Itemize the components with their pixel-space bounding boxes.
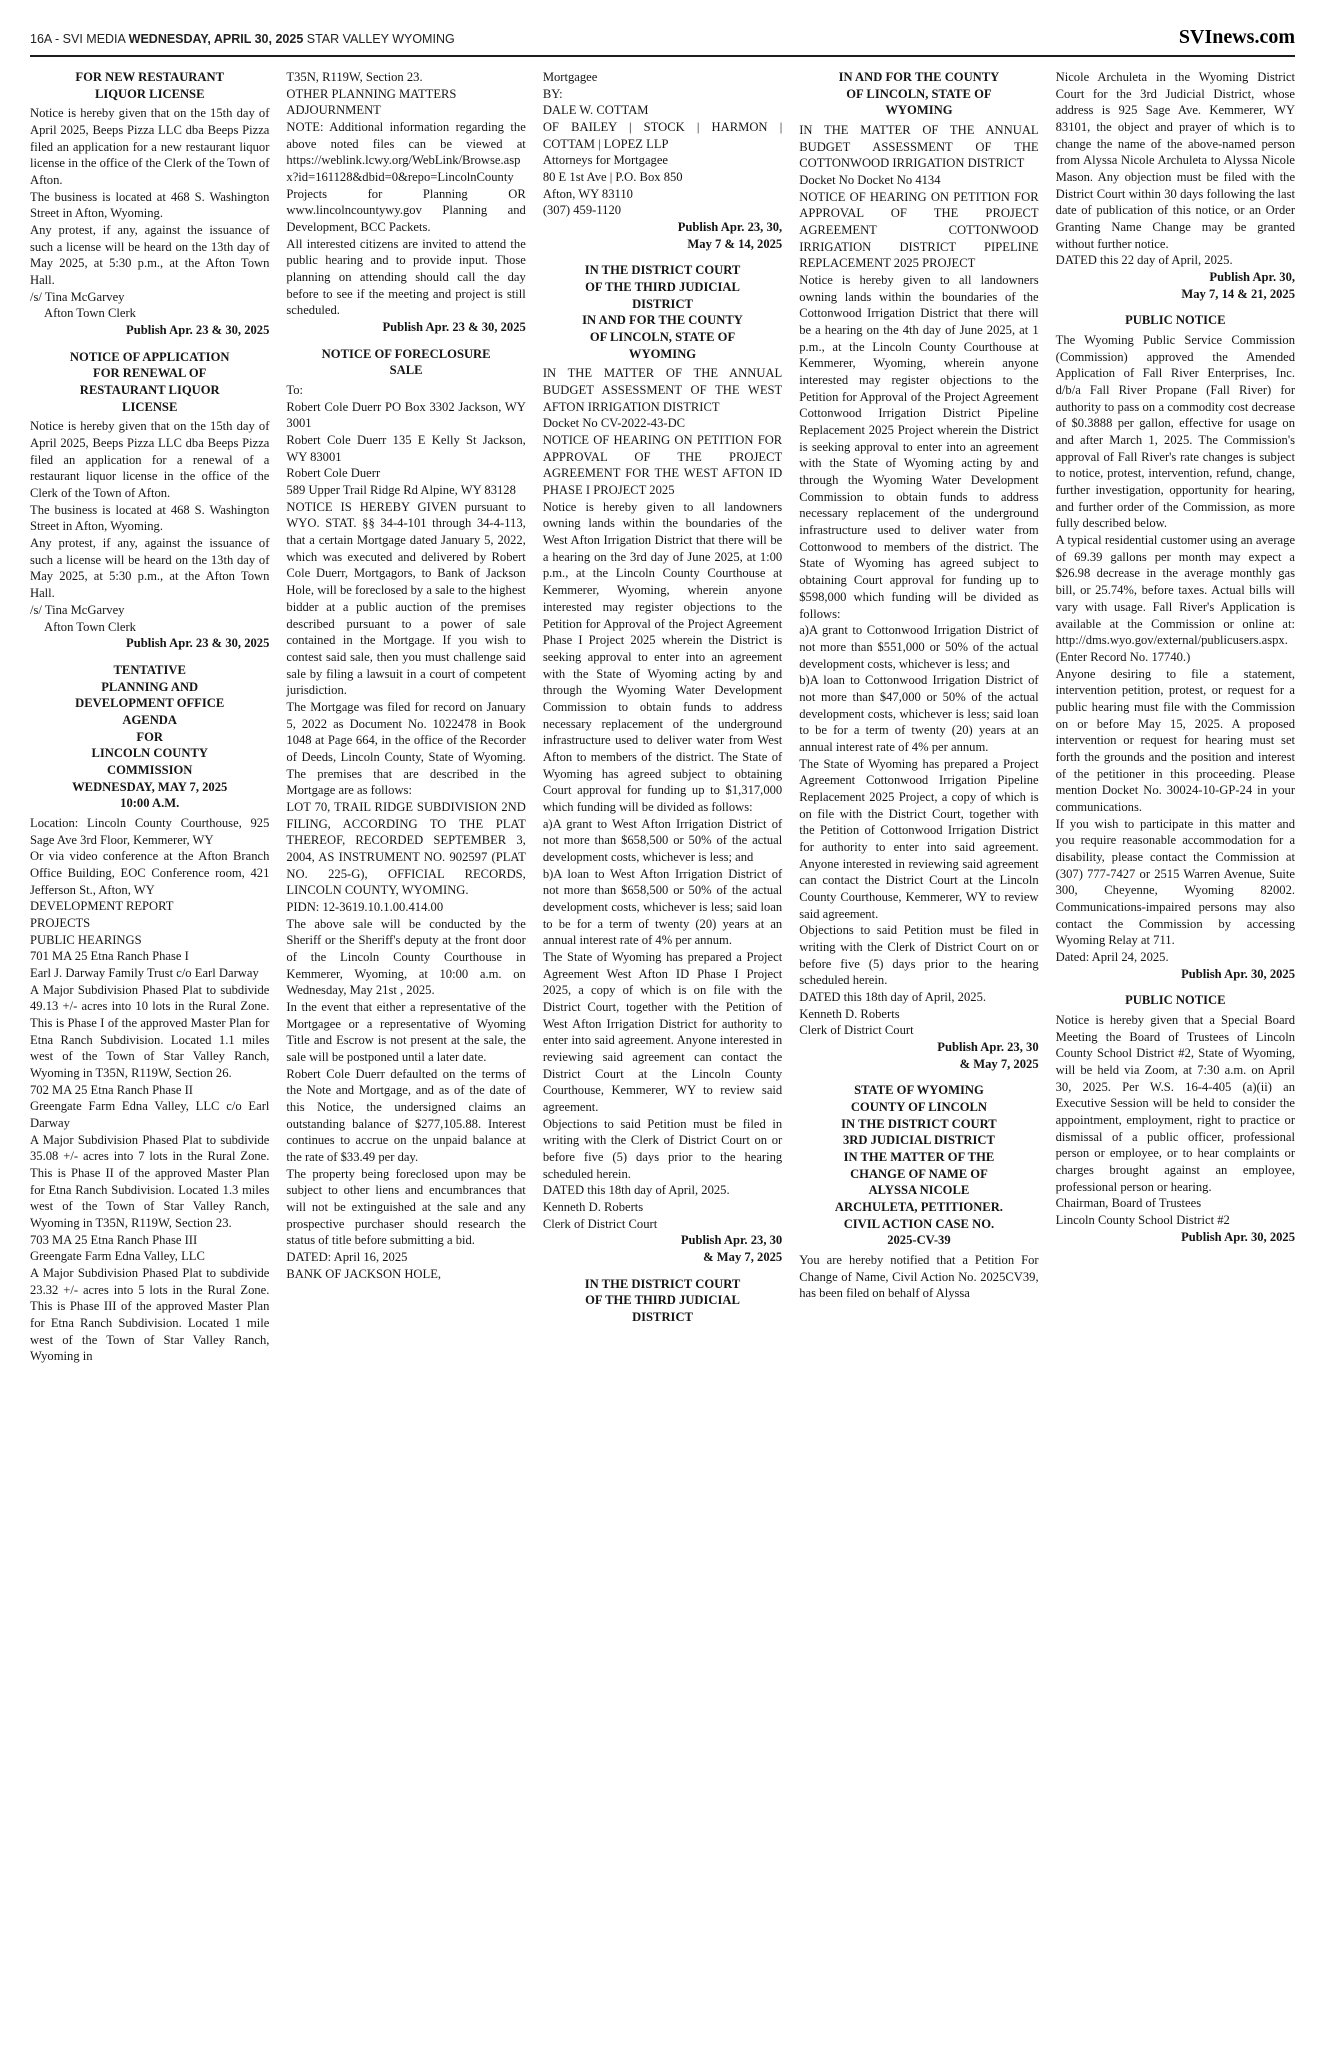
notice-text <box>543 186 782 203</box>
notice-text <box>30 1082 269 1099</box>
notice-text <box>543 119 782 152</box>
notice-text <box>30 305 269 322</box>
notice-column-3 <box>543 69 782 1329</box>
notice-text <box>799 1006 1038 1023</box>
publish-line <box>543 219 782 252</box>
notice-text <box>1056 1012 1295 1195</box>
legal-notices-columns <box>30 69 1295 1365</box>
notice-text <box>799 1022 1038 1039</box>
notice-text <box>286 1266 525 1283</box>
text-line: WYOMING <box>885 103 953 118</box>
notice-text <box>30 1132 269 1232</box>
text-line: ARCHULETA, PETITIONER. <box>834 1200 1003 1215</box>
text-line: Objections to said Petition must be filed in writing with the Clerk of District Court on or before five (5) days prior to the hearing scheduled herein. <box>542 1116 783 1181</box>
text-line: Robert Cole Duerr defaulted on the terms of the Note and Mortgage, and as of the date of this Notice, the undersigned claims an outstanding balance of $277,105.88. Interest continues to accrue on the unpaid balance at the rate of $33.49 per day. <box>286 1066 526 1164</box>
text-line: Anyone desiring to file a statement, intervention petition, protest, or request for a public hearing must file with the Commission on or before May 15, 2025. A proposed intervention or request for hearing must set forth the grounds and the position and interest of the petitioner in this proceeding. Please mention Docket No. 30024-10-GP-24 in your communications. <box>1055 666 1296 814</box>
notice-text <box>1056 816 1295 949</box>
text-line: LINCOLN COUNTY <box>91 746 208 761</box>
text-line: Clerk of District Court <box>542 1216 658 1231</box>
text-line: Attorneys for Mortgagee <box>542 153 669 168</box>
text-line: OF THE THIRD JUDICIAL <box>585 1293 740 1308</box>
publish-line <box>1056 966 1295 983</box>
notice-text <box>286 482 525 499</box>
notice-text <box>543 365 782 415</box>
notice-text <box>286 119 525 236</box>
notice-text <box>543 499 782 816</box>
text-line: (307) 459-1120 <box>542 203 622 218</box>
text-line: PUBLIC NOTICE <box>1125 993 1226 1008</box>
text-line: 2025-CV-39 <box>887 1233 951 1248</box>
notice-text <box>799 189 1038 272</box>
text-line: DALE W. COTTAM <box>542 103 649 118</box>
text-line: DEVELOPMENT OFFICE <box>75 696 225 711</box>
page-header <box>30 26 1295 57</box>
text-line: TENTATIVE <box>113 662 186 677</box>
text-line: Notice is hereby given to all landowners owning lands within the boundaries of the West Afton Irrigation District that there will be a hearing on the 3rd day of June 2025, at 1:00 p.m., at the Lincoln County Courthouse at Kemmerer, Wyoming, wherein anyone interested may register objections to the Petition for Approval of the Project Agreement Phase I Project 2025 wherein the District is seeking approval to enter into an agreement with the State of Wyoming acting by and through the Wyoming Water Development Commission to obtain funds to address necessary replacement of the underground infrastructure used to deliver water from West Afton to members of the district. The State of Wyoming has agreed subject to obtaining Court approval for funding up to $1,317,000 which funding will be divided as follows: <box>542 499 783 814</box>
notice-text <box>30 1232 269 1249</box>
text-line: IN THE MATTER OF THE <box>843 1150 995 1164</box>
text-line: 10:00 A.M. <box>120 796 180 811</box>
text-line: PUBLIC NOTICE <box>1125 313 1226 328</box>
text-line: ADJOURNMENT <box>286 103 381 118</box>
text-line: T35N, R119W, Section 23. <box>286 70 423 84</box>
notice-text <box>799 989 1038 1006</box>
notice-text <box>286 1066 525 1166</box>
notice-text <box>286 499 525 699</box>
text-line: The Wyoming Public Service Commission (Commission) approved the Amended Application of Fall River Enterprises, Inc. d/b/a Fall River Propane (Fall River) for authority to pass on a commodity cost decrease of $0.3888 per gallon, effective for usage on and after March 1, 2025. The Commission's approval of Fall River's rate changes is subject to notice, protest, intervention, refund, change, further investigation, opportunity for hearing, and further order of the Commission, as more fully described below. <box>1055 333 1296 531</box>
notice-text <box>286 999 525 1066</box>
notice-text <box>286 1249 525 1266</box>
text-line: The Mortgage was filed for record on January 5, 2022 as Document No. 1022478 in Book 1048 at Page 664, in the office of the Recorder of Deeds, Lincoln County, State of Wyoming. The premises that are described in the Mortgage are as follows: <box>286 699 526 798</box>
text-line: IN THE DISTRICT COURT <box>841 1116 997 1131</box>
notice-text <box>543 415 782 432</box>
publish-line <box>799 1039 1038 1072</box>
notice-text <box>1056 949 1295 966</box>
text-line: CIVIL ACTION CASE NO. <box>843 1216 995 1231</box>
notice-text <box>799 172 1038 189</box>
publish-line <box>1056 1229 1295 1246</box>
text-line: If you wish to participate in this matter and you require reasonable accommodation for a disability, please contact the Commission at (307) 777-7427 or 2515 Warren Avenue, Suite 300, Cheyenne, Wyoming 82002. Communications-impaired persons may also contact the Commission by accessing Wyoming Relay at 711. <box>1055 816 1296 948</box>
text-line: b)A loan to Cottonwood Irrigation District of not more than $47,000 or 50% of the actual development costs, whichever is less; said loan to be for a term of twenty (20) years at an annual interest rate of 4% per annum. <box>799 673 1039 754</box>
text-line: LOT 70, TRAIL RIDGE SUBDIVISION 2ND FILING, ACCORDING TO THE PLAT THEREOF, RECORDED SEPTEMBER 3, 2004, AS INSTRUMENT NO. 902597 (PLAT NO. 225-G), OFFICIAL RECORDS, LINCOLN COUNTY, WYOMING. <box>286 799 526 898</box>
notice-text <box>1056 1195 1295 1212</box>
text-line: & May 7, 2025 <box>959 1056 1039 1071</box>
publish-line <box>30 322 269 339</box>
notice-text <box>30 619 269 636</box>
text-line: DISTRICT <box>632 296 693 311</box>
text-line: IN THE MATTER OF THE ANNUAL BUDGET ASSESSMENT OF THE COTTONWOOD IRRIGATION DISTRICT <box>799 123 1039 171</box>
notice-text <box>543 69 782 86</box>
text-line: Afton Town Clerk <box>44 619 136 634</box>
publish-line <box>1056 269 1295 302</box>
text-line: SALE <box>389 363 423 378</box>
text-line: NOTICE OF HEARING ON PETITION FOR APPROVAL OF THE PROJECT AGREEMENT FOR THE WEST AFTON ID PHASE I PROJECT 2025 <box>542 433 783 498</box>
notice-text <box>799 122 1038 172</box>
notice-text <box>30 502 269 535</box>
notice-text <box>1056 69 1295 252</box>
notice-text <box>286 102 525 119</box>
text-line: /s/ Tina McGarvey <box>30 289 125 304</box>
text-line: DATED: April 16, 2025 <box>286 1250 408 1265</box>
text-line: DISTRICT <box>632 1310 693 1325</box>
text-line: NOTICE IS HEREBY GIVEN pursuant to WYO. STAT. §§ 34-4-101 through 34-4-113, that a certain Mortgage dated January 5, 2022, which was executed and delivered by Robert Cole Duerr, Mortgagors, to Bank of Jackson Hole, will be foreclosed by a sale to the highest bidder at a public auction of the premises described pursuant to a power of sale contained in the Mortgage. If you wish to contest said sale, then you must challenge said sale by filing a lawsuit in a court of competent jurisdiction. <box>286 499 526 698</box>
text-line: NOTE: Additional information regarding the above noted files can be viewed at https://weblink.lcwy.org/WebLink/Browse.aspx?id=161128&dbid=0&repo=LincolnCounty Projects for Planning OR www.lincolncountywy.gov Planning and Development, BCC Packets. <box>286 120 526 235</box>
text-line: A Major Subdivision Phased Plat to subdivide 35.08 +/- acres into 7 lots in the Rural Zone. This is Phase II of the approved Master Plan for Etna Ranch Subdivision. Located 1.3 miles west of the Town of Star Valley Ranch, Wyoming in T35N, R119W, Section 23. <box>30 1132 270 1231</box>
text-line: NOTICE OF FORECLOSURE <box>321 346 491 361</box>
text-line: OF THE THIRD JUDICIAL <box>585 280 740 295</box>
text-line: Publish Apr. 23, 30 <box>680 1233 783 1248</box>
notice-text <box>799 672 1038 755</box>
text-line: FOR NEW RESTAURANT <box>75 70 224 84</box>
notice-text <box>30 189 269 222</box>
text-line: The State of Wyoming has prepared a Project Agreement West Afton ID Phase I Project 2025, a copy of which is on file with the District Court, together with the Petition of West Afton Irrigation District for authority to enter into said agreement. Anyone interested in reviewing said agreement can contact the District Court at the Lincoln County Courthouse, Kemmerer, WY to review said agreement. <box>542 949 783 1114</box>
text-line: 703 MA 25 Etna Ranch Phase III <box>30 1232 198 1247</box>
notice-text <box>30 915 269 932</box>
notice-text <box>799 272 1038 622</box>
notice-text <box>543 152 782 169</box>
text-line: OTHER PLANNING MATTERS <box>286 86 457 101</box>
notice-text <box>286 1166 525 1249</box>
text-line: DATED this 22 day of April, 2025. <box>1055 253 1233 268</box>
publish-line <box>286 319 525 336</box>
notice-text <box>543 949 782 1116</box>
text-line: COMMISSION <box>107 762 193 777</box>
text-line: 701 MA 25 Etna Ranch Phase I <box>30 949 189 964</box>
text-line: LIQUOR LICENSE <box>94 86 205 101</box>
notice-text <box>543 86 782 103</box>
notice-text <box>286 86 525 103</box>
notice-text <box>30 418 269 501</box>
text-line: Publish Apr. 23 & 30, 2025 <box>382 320 526 335</box>
text-line: The property being foreclosed upon may be subject to other liens and encumbrances that will not be extinguished at the sale and any prospective purchaser should research the status of title before submitting a bid. <box>286 1166 526 1248</box>
notice-text <box>1056 1212 1295 1229</box>
notice-text <box>30 222 269 289</box>
text-line: 3RD JUDICIAL DISTRICT <box>842 1133 995 1148</box>
notice-text <box>286 799 525 899</box>
text-line: Docket No CV-2022-43-DC <box>542 416 686 431</box>
notice-text <box>799 1252 1038 1302</box>
text-line: Lincoln County School District #2 <box>1055 1213 1230 1228</box>
notice-text <box>286 399 525 432</box>
text-line: Docket No Docket No 4134 <box>799 173 941 188</box>
text-line: To: <box>286 383 304 398</box>
text-line: The above sale will be conducted by the Sheriff or the Sheriff's deputy at the front door of the Lincoln County Courthouse in Kemmerer, Wyoming, at 10:00 a.m. on Wednesday, May 21st , 2025. <box>286 916 526 998</box>
notice-text <box>543 1116 782 1183</box>
notice-text <box>30 982 269 1082</box>
text-line: OF BAILEY | STOCK | HARMON | COTTAM | LOPEZ LLP <box>542 120 783 151</box>
notice-text <box>286 465 525 482</box>
text-line: Dated: April 24, 2025. <box>1055 949 1169 964</box>
text-line: BANK OF JACKSON HOLE, <box>286 1266 442 1281</box>
text-line: BY: <box>542 86 563 101</box>
notice-text <box>543 816 782 866</box>
notice-heading <box>286 346 525 379</box>
notice-column-5 <box>1056 69 1295 1255</box>
notice-text <box>30 105 269 188</box>
text-line: Robert Cole Duerr <box>286 466 381 481</box>
text-line: NOTICE OF APPLICATION <box>69 349 230 364</box>
text-line: IN AND FOR THE COUNTY <box>582 313 743 328</box>
text-line: Publish Apr. 23, 30 <box>937 1039 1039 1054</box>
notice-text <box>30 848 269 898</box>
notice-text <box>286 69 525 86</box>
notice-text <box>543 1216 782 1233</box>
text-line: LICENSE <box>122 399 178 414</box>
text-line: Chairman, Board of Trustees <box>1055 1196 1202 1211</box>
notice-text <box>30 815 269 848</box>
notice-text <box>799 622 1038 672</box>
text-line: IN THE DISTRICT COURT <box>584 1276 741 1291</box>
text-line: COUNTY OF LINCOLN <box>850 1099 988 1114</box>
text-line: /s/ Tina McGarvey <box>30 602 125 617</box>
text-line: The State of Wyoming has prepared a Project Agreement Cottonwood Irrigation Pipeline Replacement 2025 Project, a copy of which is on file with the District Court, together with the Petition of Cottonwood Irrigation District for authority to enter into said agreement. Anyone interested in reviewing said agreement can contact the District Court at the Lincoln County Courthouse, Kemmerer, WY to review said agreement. <box>799 756 1039 921</box>
notice-heading <box>543 1276 782 1326</box>
text-line: 589 Upper Trail Ridge Rd Alpine, WY 83128 <box>286 483 516 498</box>
notice-text <box>543 866 782 949</box>
notice-text <box>286 236 525 319</box>
notice-heading <box>799 69 1038 119</box>
page-region: STAR VALLEY WYOMING <box>303 32 455 46</box>
text-line: A Major Subdivision Phased Plat to subdivide 23.32 +/- acres into 5 lots in the Rural Zone. This is Phase III of the approved Master Plan for Etna Ranch Subdivision. Located 1 mile west of the Town of Star Valley Ranch, Wyoming in <box>30 1266 270 1364</box>
text-line: Objections to said Petition must be filed in writing with the Clerk of District Court on or before five (5) days prior to the hearing scheduled herein. <box>799 923 1039 988</box>
text-line: Nicole Archuleta in the Wyoming District Court for the 3rd Judicial District, whose address is 925 Sage Ave. Kemmerer, WY 83101, the object and prayer of which is to change the name of the above-named person from Alyssa Nicole Archuleta to Alyssa Nicole Mason. Any objection must be filed with the District Court within 30 days following the last date of publication of this notice, or an Order Granting Name Change may be granted without further notice. <box>1055 70 1296 251</box>
text-line: 702 MA 25 Etna Ranch Phase II <box>30 1082 193 1097</box>
text-line: Any protest, if any, against the issuance of such a license will be heard on the 13th day of May 2025, at 5:30 p.m., at the Afton Town Hall. <box>30 536 270 601</box>
text-line: STATE OF WYOMING <box>854 1083 984 1098</box>
notice-text <box>30 898 269 915</box>
notice-heading <box>30 662 269 812</box>
notice-text <box>543 102 782 119</box>
text-line: a)A grant to West Afton Irrigation District of not more than $658,500 or 50% of the actual development costs, whichever is less; and <box>542 816 783 864</box>
text-line: a)A grant to Cottonwood Irrigation District of not more than $551,000 or 50% of the actual development costs, whichever is less; and <box>799 623 1039 671</box>
text-line: b)A loan to West Afton Irrigation District of not more than $658,500 or 50% of the actual development costs, whichever is less; said loan to be for a term of twenty (20) years at an annual interest rate of 4% per annum. <box>542 866 783 948</box>
text-line: A typical residential customer using an average of 69.39 gallons per month may expect a $26.98 decrease in the average monthly gas bill, or 25.74%, before taxes. Actual bills will vary with usage. Fall River's Application is available at the Commission or online at: http://dms.wyo.gov/external/publicusers.aspx. (Enter Record No. 17740.) <box>1055 533 1296 664</box>
notice-heading <box>30 349 269 416</box>
text-line: Kenneth D. Roberts <box>542 1200 644 1215</box>
text-line: Publish Apr. 23 & 30, 2025 <box>126 323 270 338</box>
notice-text <box>543 202 782 219</box>
notice-text <box>799 922 1038 989</box>
text-line: Afton Town Clerk <box>44 306 136 321</box>
page-header-left <box>30 32 455 46</box>
notice-text <box>1056 252 1295 269</box>
text-line: Publish Apr. 23 & 30, 2025 <box>126 636 270 651</box>
notice-text <box>30 965 269 982</box>
notice-text <box>30 1098 269 1131</box>
text-line: Any protest, if any, against the issuance of such a license will be heard on the 13th day of May 2025, at 5:30 p.m., at the Afton Town Hall. <box>30 223 270 288</box>
text-line: The business is located at 468 S. Washington Street in Afton, Wyoming. <box>30 502 270 534</box>
text-line: Greengate Farm Edna Valley, LLC c/o Earl Darway <box>30 1099 270 1130</box>
page-label: 16A - SVI MEDIA <box>30 32 129 46</box>
text-line: The business is located at 468 S. Washington Street in Afton, Wyoming. <box>30 189 270 221</box>
text-line: CHANGE OF NAME OF <box>850 1166 988 1181</box>
text-line: ALYSSA NICOLE <box>868 1183 970 1198</box>
notice-column-1 <box>30 69 269 1365</box>
text-line: DEVELOPMENT REPORT <box>30 899 174 914</box>
text-line: Notice is hereby given to all landowners owning lands within the boundaries of the Cottonwood Irrigation District that there will be a hearing on the 4th day of June 2025, at 1 p.m., at the Lincoln County Courthouse at Kemmerer, Wyoming, wherein anyone interested may register objections to the Petition for Approval of the Project Agreement Cottonwood Irrigation District Pipeline Replacement 2025 Project wherein the District is seeking approval to enter into an agreement with the State of Wyoming acting by and through the Wyoming Water Development Commission to obtain funds to address necessary replacement of the underground infrastructure used to deliver water from Cottonwood to members of the district. The State of Wyoming has agreed subject to obtaining Court approval for funding up to $598,000 which funding will be divided as follows: <box>799 273 1039 621</box>
notice-text <box>30 1265 269 1365</box>
text-line: WYOMING <box>628 346 697 361</box>
text-line: FOR <box>136 729 163 744</box>
notice-text <box>286 699 525 799</box>
notice-column-4 <box>799 69 1038 1302</box>
text-line: RESTAURANT LIQUOR <box>79 383 220 398</box>
notice-text <box>543 1182 782 1199</box>
notice-heading <box>543 262 782 362</box>
notice-text <box>30 602 269 619</box>
text-line: A Major Subdivision Phased Plat to subdivide 49.13 +/- acres into 10 lots in the Rural Zone. This is Phase I of the approved Master Plan for Etna Ranch Subdivision. Located 1.1 miles west of the Town of Star Valley Ranch, Wyoming in T35N, R119W, Section 26. <box>30 982 270 1080</box>
notice-text <box>286 899 525 916</box>
text-line: OF LINCOLN, STATE OF <box>589 330 736 345</box>
text-line: IN THE DISTRICT COURT <box>584 263 741 278</box>
text-line: PLANNING AND <box>101 679 199 694</box>
notice-text <box>1056 332 1295 532</box>
notice-text <box>543 432 782 499</box>
notice-text <box>286 916 525 999</box>
notice-text <box>286 432 525 465</box>
text-line: Notice is hereby given that a Special Board Meeting the Board of Trustees of Lincoln County School District #2, State of Wyoming, will be held via Zoom, at 7:30 a.m. on April 30, 2025. Per W.S. 16-4-405 (a)(ii) an Executive Session will be held to consider the appointment, employment, right to practice or dismissal of a public officer, professional person or employee, or to hear complaints or charges brought against an employee, professional person or hearing. <box>1055 1012 1296 1194</box>
publish-line <box>30 635 269 652</box>
notice-text <box>30 289 269 306</box>
text-line: Or via video conference at the Afton Branch Office Building, EOC Conference room, 421 Jefferson St., Afton, WY <box>30 849 270 897</box>
notice-text <box>1056 532 1295 665</box>
text-line: IN AND FOR THE COUNTY <box>838 70 1000 84</box>
text-line: Publish Apr. 30, 2025 <box>1181 966 1296 981</box>
text-line: Notice is hereby given that on the 15th day of April 2025, Beeps Pizza LLC dba Beeps Pizza filed an application for a new restaurant liquor license in the office of the Clerk of the Town of Afton. <box>30 106 270 188</box>
text-line: AGENDA <box>122 712 177 727</box>
text-line: PUBLIC HEARINGS <box>30 932 142 947</box>
text-line: Clerk of District Court <box>799 1023 914 1038</box>
text-line: Publish Apr. 30, 2025 <box>1181 1229 1296 1244</box>
text-line: You are hereby notified that a Petition For Change of Name, Civil Action No. 2025CV39, has been filed on behalf of Alyssa <box>799 1253 1039 1301</box>
notice-text <box>30 932 269 949</box>
text-line: PROJECTS <box>30 915 91 930</box>
page-date: WEDNESDAY, APRIL 30, 2025 <box>128 32 304 46</box>
notice-text <box>799 756 1038 923</box>
notice-heading <box>1056 992 1295 1009</box>
text-line: Greengate Farm Edna Valley, LLC <box>30 1249 205 1264</box>
text-line: DATED this 18th day of April, 2025. <box>799 989 987 1004</box>
notice-text <box>30 1248 269 1265</box>
text-line: Publish Apr. 30, <box>1209 270 1296 285</box>
text-line: Publish Apr. 23, 30, <box>677 220 783 235</box>
text-line: May 7, 14 & 21, 2025 <box>1181 286 1296 301</box>
notice-text <box>543 1199 782 1216</box>
text-line: Notice is hereby given that on the 15th day of April 2025, Beeps Pizza LLC dba Beeps Pizza filed an application for a renewal of a restaurant liquor license in the office of the Clerk of the Town of Afton. <box>30 419 270 501</box>
notice-text <box>286 382 525 399</box>
site-name: SVInews.com <box>1178 26 1295 48</box>
text-line: In the event that either a representative of the Mortgagee or a representative of Wyoming Title and Escrow is not present at the sale, the sale will be postponed until a later date. <box>286 999 526 1064</box>
text-line: Afton, WY 83110 <box>542 186 633 201</box>
text-line: May 7 & 14, 2025 <box>687 236 783 251</box>
text-line: All interested citizens are invited to attend the public hearing and to provide input. Those planning on attending should call the day before to see if the meeting and project is still scheduled. <box>286 236 526 318</box>
notice-heading <box>1056 312 1295 329</box>
notice-column-2 <box>286 69 525 1282</box>
text-line: NOTICE OF HEARING ON PETITION FOR APPROVAL OF THE PROJECT AGREEMENT COTTONWOOD IRRIGATION DISTRICT PIPELINE REPLACEMENT 2025 PROJECT <box>799 189 1039 271</box>
text-line: PIDN: 12-3619.10.1.00.414.00 <box>286 899 444 914</box>
text-line: Robert Cole Duerr PO Box 3302 Jackson, WY 3001 <box>286 399 526 431</box>
text-line: & May 7, 2025 <box>703 1250 783 1265</box>
text-line: 80 E 1st Ave | P.O. Box 850 <box>542 170 683 185</box>
text-line: FOR RENEWAL OF <box>93 366 207 381</box>
text-line: Robert Cole Duerr 135 E Kelly St Jackson, WY 83001 <box>286 433 526 464</box>
text-line: Mortgagee <box>542 70 598 84</box>
text-line: IN THE MATTER OF THE ANNUAL BUDGET ASSESSMENT OF THE WEST AFTON IRRIGATION DISTRICT <box>542 366 783 414</box>
text-line: DATED this 18th day of April, 2025. <box>542 1183 730 1198</box>
text-line: Location: Lincoln County Courthouse, 925 Sage Ave 3rd Floor, Kemmerer, WY <box>30 815 270 847</box>
notice-text <box>543 169 782 186</box>
notice-text <box>30 948 269 965</box>
text-line: WEDNESDAY, MAY 7, 2025 <box>72 779 228 794</box>
notice-heading <box>799 1082 1038 1249</box>
publish-line <box>543 1232 782 1265</box>
notice-text <box>30 535 269 602</box>
text-line: OF LINCOLN, STATE OF <box>846 86 992 101</box>
notice-heading <box>30 69 269 102</box>
text-line: Earl J. Darway Family Trust c/o Earl Darway <box>30 965 259 980</box>
text-line: Kenneth D. Roberts <box>799 1006 900 1021</box>
notice-text <box>1056 666 1295 816</box>
